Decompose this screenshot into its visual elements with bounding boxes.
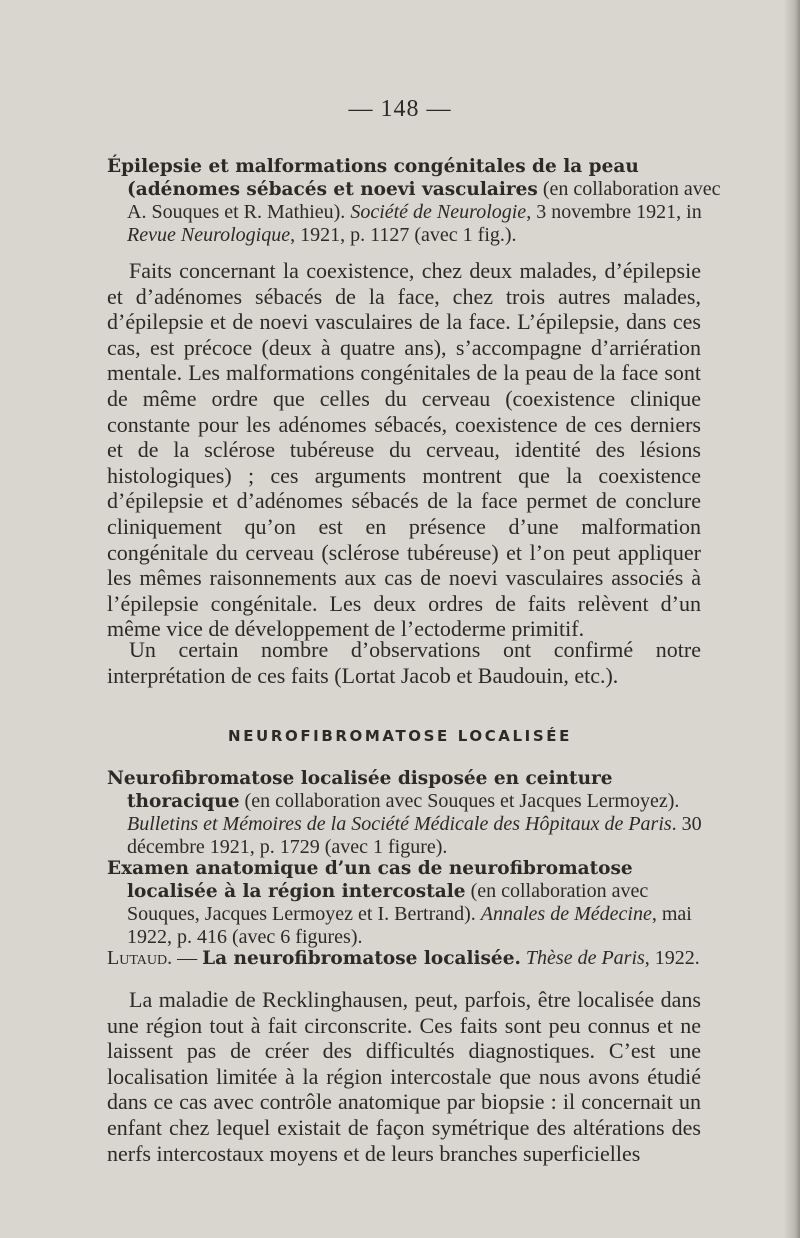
reference-authors: (en collaboration avec A. Souques et R. Mathieu). xyxy=(127,178,721,223)
reference-dash: — xyxy=(172,947,203,969)
reference-title: Neurofibromatose localisée disposée en ceinture thoracique xyxy=(107,768,613,812)
reference-journal: Société de Neurologie xyxy=(350,201,527,223)
reference-epilepsie xyxy=(107,155,721,247)
reference-pages: , 1921, p. 1127 (avec 1 fig.). xyxy=(290,224,517,246)
reference-details: , 1922. xyxy=(644,947,700,969)
reference-ceinture-thoracique xyxy=(107,767,721,859)
reference-thesis: Thèse de Paris xyxy=(525,947,645,969)
paragraph-faits: Faits concernant la coexistence, chez deux malades, d’épilepsie et d’adénomes sébacés de la face, chez trois autres malades, d’épilepsie et de noevi vasculaires de la face. L’épilepsie, dans ces cas, est précoce (deux à quatre ans), s’accompagne d’arriération mentale. Les malformations congénitales de la peau de la face sont de même ordre que celles du cerveau (coexistence clinique constante pour les adénomes sébacés, coexistence de ces derniers et de la sclérose tubéreuse du cerveau, identité des lésions histologiques) ; ces arguments montrent que la coexistence d’épilepsie et d’adénomes sébacés de la face permet de conclure cliniquement qu’on est en présence d’une malformation congénitale du cerveau (sclérose tubéreuse) et l’on peut appliquer les mêmes raisonnements aux cas de noevi vasculaires associés à l’épilepsie congénitale. Les deux ordres de faits relèvent d’un même vice de développement de l’ectoderme primitif. xyxy=(107,258,701,642)
reference-authors: (en collaboration avec Souques et Jacques Lermoyez). xyxy=(239,790,680,812)
reference-journal-2: Revue Neurologique xyxy=(127,224,291,246)
reference-journal: Bulletins et Mémoires de la Société Médicale des Hôpitaux de Paris xyxy=(127,813,672,835)
reference-details: . 30 décembre 1921, p. 1729 (avec 1 figure). xyxy=(127,813,702,858)
reference-journal: Annales de Médecine xyxy=(480,903,652,925)
reference-author: Lutaud. xyxy=(107,947,173,969)
page-edge-shadow xyxy=(784,0,800,1238)
reference-details: , mai 1922, p. 416 (avec 6 figures). xyxy=(127,903,692,948)
section-heading: NEUROFIBROMATOSE LOCALISÉE xyxy=(228,727,572,745)
reference-authors: (en collaboration avec Souques, Jacques Lermoyez et I. Bertrand). xyxy=(127,880,649,925)
reference-title: Épilepsie et malformations congénitales de la peau (adénomes sébacés et noevi vasculaires xyxy=(107,156,639,200)
paragraph-recklinghausen: La maladie de Recklinghausen, peut, parfois, être localisée dans une région tout à fait circonscrite. Ces faits sont peu connus et ne laissent pas de créer des difficultés diagnostiques. C’est une localisation limitée à la région intercostale que nous avons étudié dans ce cas avec contrôle anatomique par biopsie : il concernait un enfant chez lequel existait de façon symétrique des altérations des nerfs intercostaux moyens et de leurs branches superficielles xyxy=(107,987,701,1166)
paragraph-observations: Un certain nombre d’observations ont confirmé notre interprétation de ces faits (Lortat Jacob et Baudouin, etc.). xyxy=(107,637,701,688)
reference-title: Examen anatomique d’un cas de neurofibromatose localisée à la région intercostale xyxy=(107,858,633,902)
reference-date: , 3 novembre 1921, in xyxy=(526,201,702,223)
page-number: — 148 — xyxy=(348,96,452,122)
reference-lutaud xyxy=(107,947,721,970)
reference-title: La neurofibromatose localisée. xyxy=(202,948,521,969)
reference-examen-anatomique xyxy=(107,857,721,949)
